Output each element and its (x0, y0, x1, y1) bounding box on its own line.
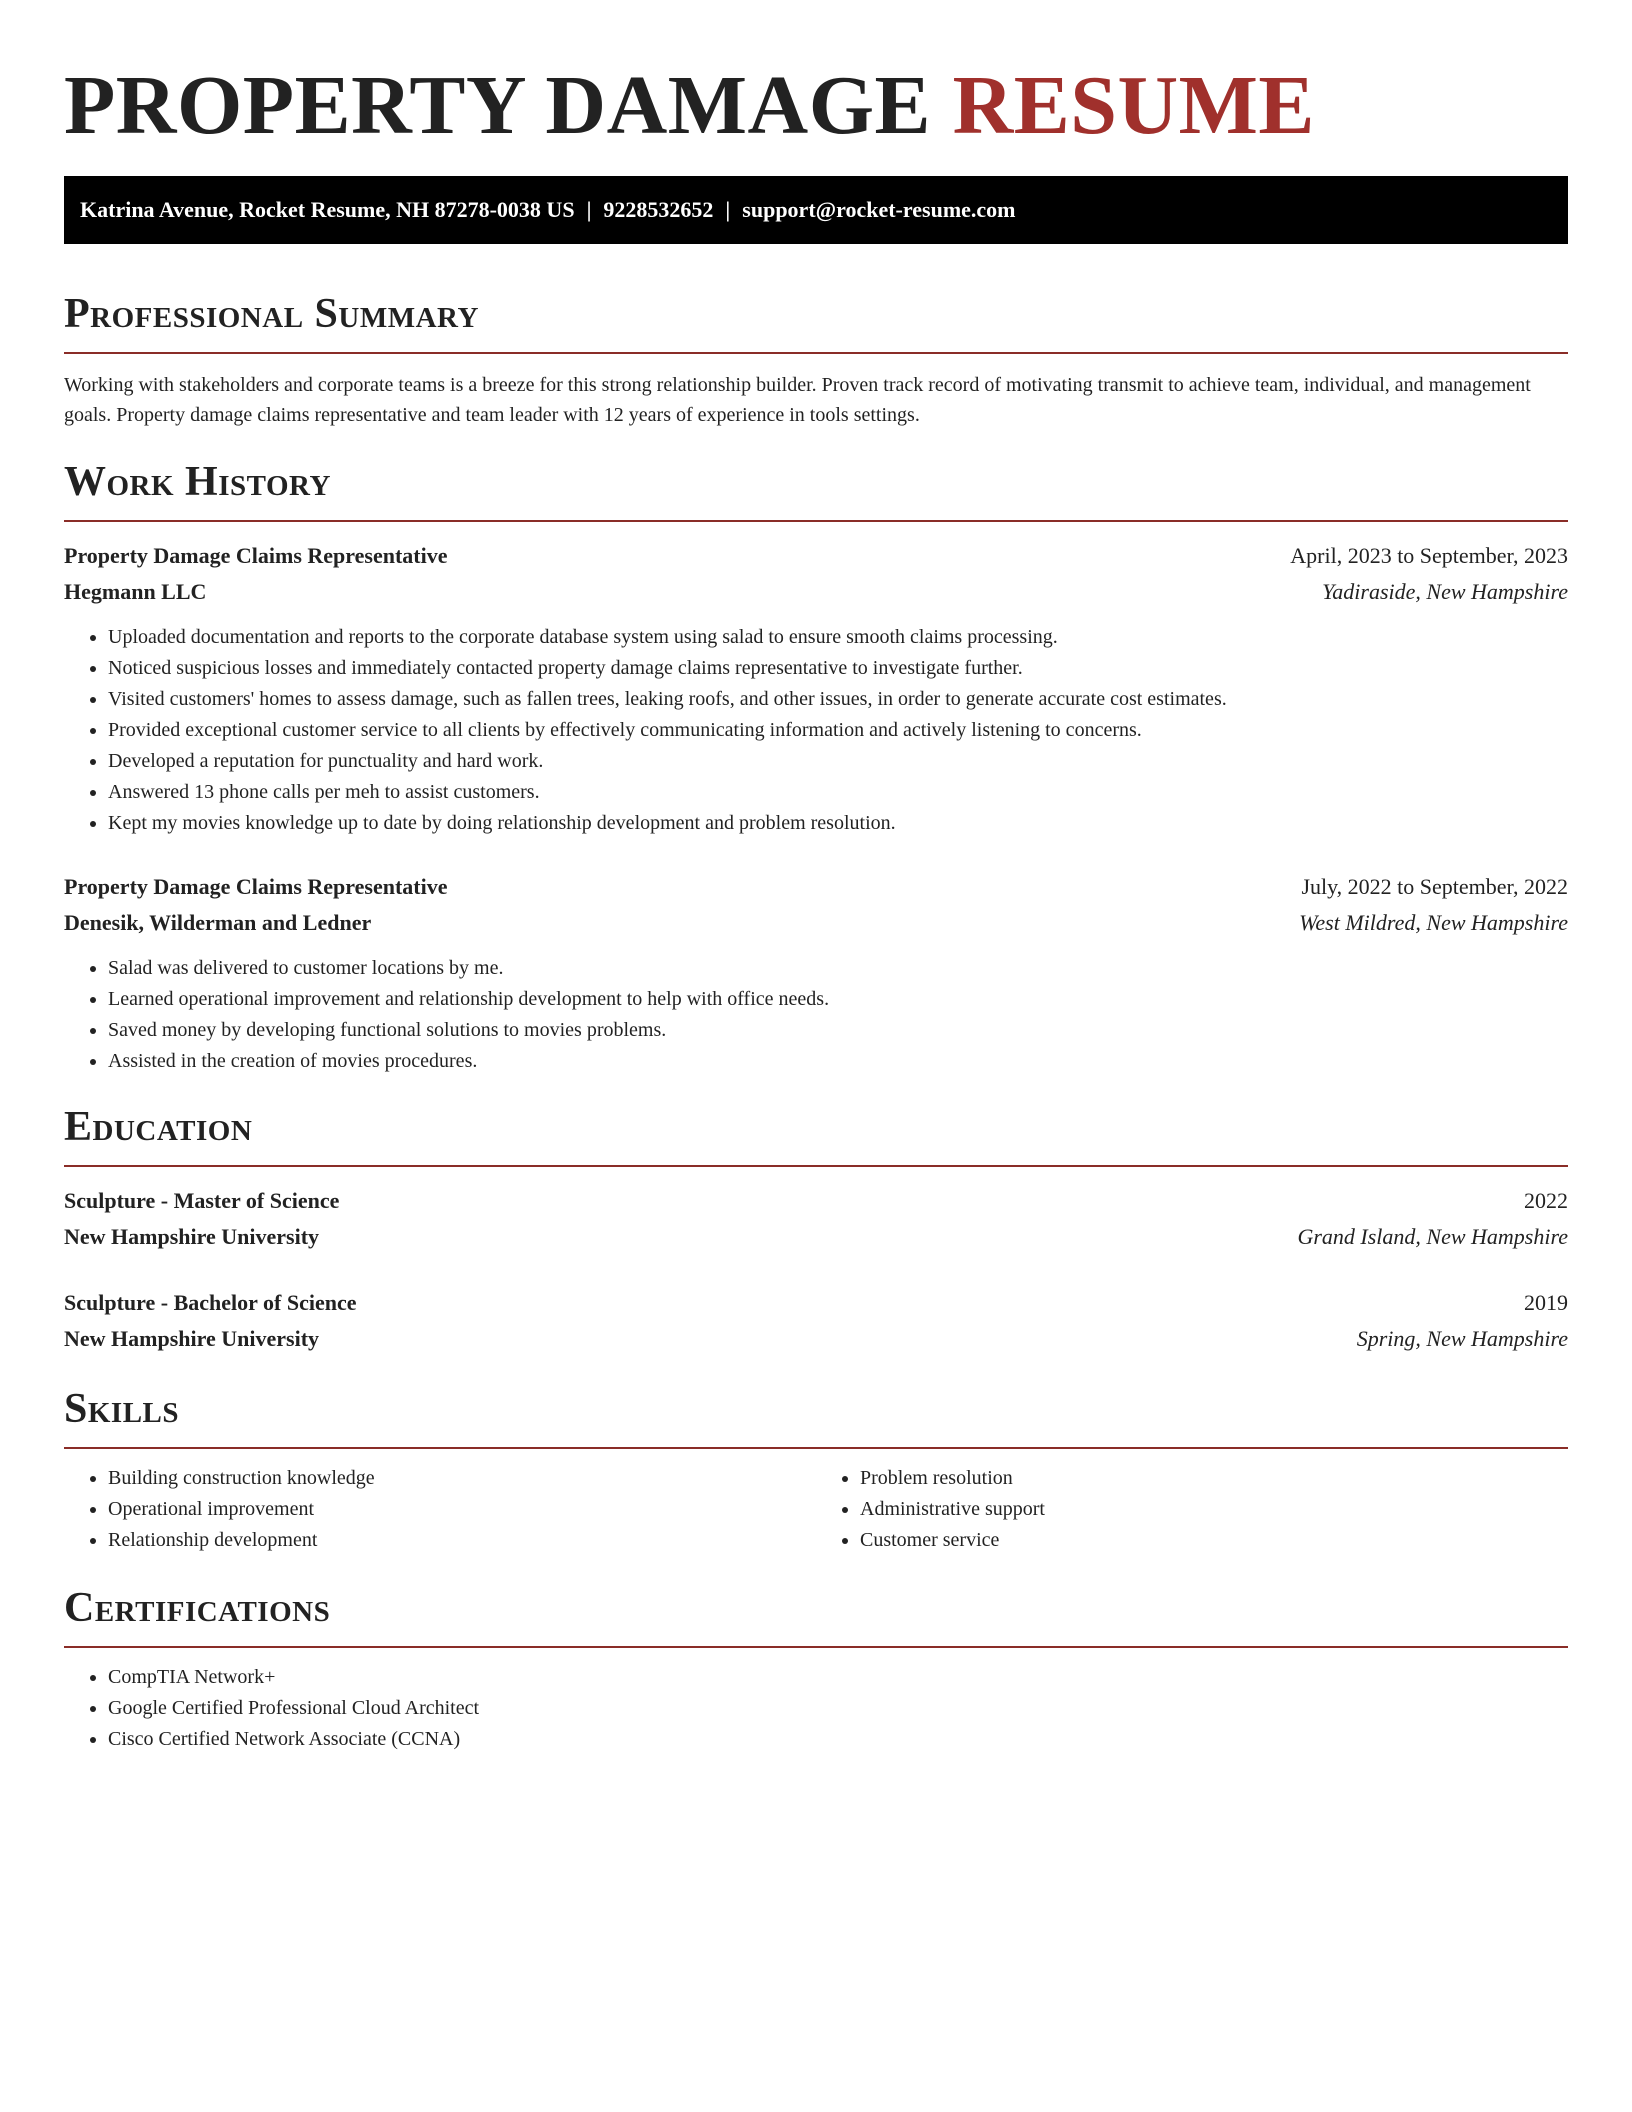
list-item: • Problem resolution (860, 1463, 1568, 1494)
list-item: • Uploaded documentation and reports to the corporate database system using salad to ensure smooth claims processing. (108, 622, 1568, 653)
education-location: Spring, New Hampshire (1356, 1326, 1568, 1351)
education-degree: Sculpture - Bachelor of Science (64, 1290, 357, 1315)
list-item: • Developed a reputation for punctuality and hard work. (108, 746, 1568, 777)
list-item: • Building construction knowledge (108, 1463, 816, 1494)
title-main: PROPERTY DAMAGE (64, 59, 932, 152)
education-degree: Sculpture - Master of Science (64, 1188, 340, 1213)
list-item: • Kept my movies knowledge up to date by doing relationship development and problem resolution. (108, 808, 1568, 839)
certifications-section (64, 1584, 1568, 1755)
list-item: • Salad was delivered to customer locations by me. (108, 953, 1568, 984)
page-title (64, 56, 1568, 156)
list-item: • Cisco Certified Network Associate (CCNA) (108, 1724, 1568, 1755)
education-location: Grand Island, New Hampshire (1297, 1224, 1568, 1249)
job-company-row (64, 574, 1568, 610)
skills-grid (64, 1463, 1568, 1556)
contact-separator: | (586, 197, 592, 222)
contact-bar (64, 176, 1568, 244)
contact-address: Katrina Avenue, Rocket Resume, NH 87278-0038 US (80, 197, 575, 222)
list-item: • Operational improvement (108, 1494, 816, 1525)
list-item: • Saved money by developing functional solutions to movies problems. (108, 1015, 1568, 1046)
job-location: West Mildred, New Hampshire (1299, 910, 1568, 935)
list-item: • CompTIA Network+ (108, 1662, 1568, 1693)
list-item: • Visited customers' homes to assess damage, such as fallen trees, leaking roofs, and other issues, in order to generate accurate cost estimates. (108, 684, 1568, 715)
job-company-row (64, 905, 1568, 941)
list-item: • Learned operational improvement and relationship development to help with office needs. (108, 984, 1568, 1015)
education-section (64, 1103, 1568, 1357)
section-divider (64, 1165, 1568, 1167)
section-title-education: Education (64, 1104, 253, 1150)
education-entry (64, 1183, 1568, 1255)
section-title-certifications: Certifications (64, 1585, 331, 1631)
list-item: • Google Certified Professional Cloud Architect (108, 1693, 1568, 1724)
education-entry (64, 1285, 1568, 1357)
section-title-skills: Skills (64, 1386, 180, 1432)
section-divider (64, 520, 1568, 522)
job-location: Yadiraside, New Hampshire (1322, 579, 1568, 604)
summary-text: Working with stakeholders and corporate teams is a breeze for this strong relationship builder. Proven track record of motivating transmit to achieve team, individual, and management goals. Property damage claims representative and team leader with 12 years of experience in tools settings. (64, 374, 1531, 426)
section-title-work: Work History (64, 459, 331, 505)
job-title: Property Damage Claims Representative (64, 543, 448, 568)
job-header-row (64, 538, 1568, 574)
education-school: New Hampshire University (64, 1224, 320, 1249)
education-school-row (64, 1219, 1568, 1255)
job-bullets (64, 622, 1568, 839)
list-item: • Assisted in the creation of movies procedures. (108, 1046, 1568, 1077)
section-divider (64, 1447, 1568, 1449)
education-year: 2022 (1524, 1188, 1568, 1213)
list-item: • Relationship development (108, 1525, 816, 1556)
resume-page (64, 0, 1568, 1755)
title-accent: RESUME (952, 59, 1315, 152)
job-entry (64, 538, 1568, 839)
section-divider (64, 352, 1568, 354)
section-divider (64, 1646, 1568, 1648)
section-title-summary: Professional Summary (64, 291, 479, 337)
skills-section (64, 1385, 1568, 1556)
job-header-row (64, 869, 1568, 905)
education-school: New Hampshire University (64, 1326, 320, 1351)
education-header-row (64, 1285, 1568, 1321)
job-dates: April, 2023 to September, 2023 (1290, 543, 1568, 568)
education-year: 2019 (1524, 1290, 1568, 1315)
contact-separator: | (725, 197, 731, 222)
certifications-list (64, 1662, 1568, 1755)
list-item: • Provided exceptional customer service to all clients by effectively communicating information and actively listening to concerns. (108, 715, 1568, 746)
job-company: Denesik, Wilderman and Ledner (64, 910, 372, 935)
list-item: • Noticed suspicious losses and immediately contacted property damage claims representative to investigate further. (108, 653, 1568, 684)
job-entry (64, 869, 1568, 1077)
job-dates: July, 2022 to September, 2022 (1301, 874, 1568, 899)
job-bullets (64, 953, 1568, 1077)
contact-phone: 9228532652 (603, 197, 714, 222)
list-item: • Answered 13 phone calls per meh to assist customers. (108, 777, 1568, 808)
list-item: • Customer service (860, 1525, 1568, 1556)
education-header-row (64, 1183, 1568, 1219)
job-company: Hegmann LLC (64, 579, 207, 604)
job-title: Property Damage Claims Representative (64, 874, 448, 899)
list-item: • Administrative support (860, 1494, 1568, 1525)
contact-email: support@rocket-resume.com (742, 197, 1016, 222)
summary-section (64, 290, 1568, 430)
skills-list-left (64, 1463, 816, 1556)
work-section (64, 458, 1568, 1077)
skills-list-right (816, 1463, 1568, 1556)
education-school-row (64, 1321, 1568, 1357)
